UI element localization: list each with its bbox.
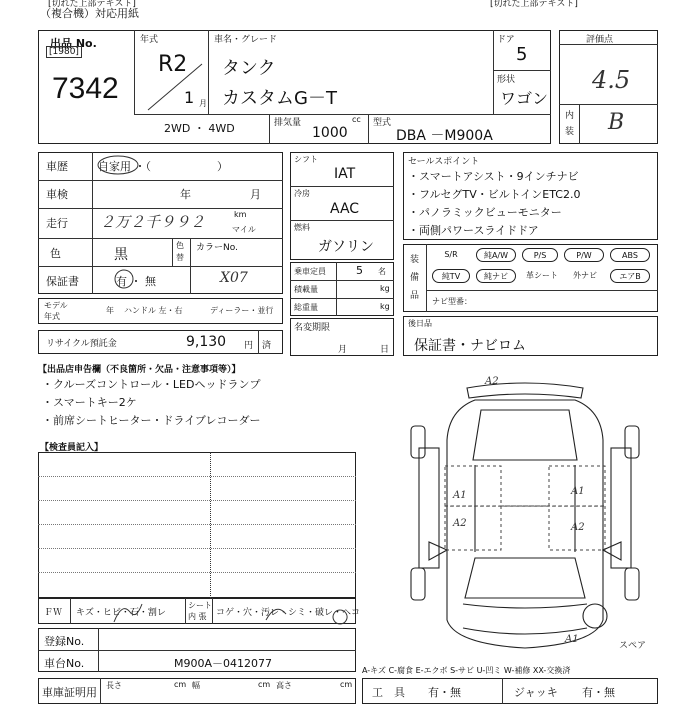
interior-score: B (608, 110, 624, 135)
damage-mark: A2 (570, 522, 585, 533)
history-circle (96, 154, 140, 176)
displacement-value: 1000 (312, 125, 348, 141)
navi-model-label: ナビ型番： (432, 296, 472, 307)
score-value: 4.5 (592, 66, 630, 94)
colorno-label: カラーNo. (196, 240, 238, 253)
shape-value: ワゴン (500, 86, 548, 109)
notes-label: 【出品店申告欄（不良箇所・欠品・注意事項等）】 (38, 362, 241, 375)
equip-leather: 革シート (522, 269, 562, 283)
warranty-circle (112, 268, 136, 290)
warranty-label: 保証書 (46, 273, 79, 289)
damage-mark: A2 (484, 376, 499, 387)
recycle-value: 9,130 (186, 334, 226, 350)
doors-value: 5 (516, 44, 527, 65)
fuel-value: ガソリン (318, 236, 374, 256)
year-label: 年式 (140, 32, 158, 45)
seat-mark (256, 596, 356, 626)
form-subtitle: （複合機）対応用紙 (40, 5, 139, 21)
car-damage-diagram (405, 370, 660, 660)
handle-value: ハンドル 左・右 (124, 305, 183, 316)
jack-value: 有・無 (582, 684, 615, 700)
type-label: 型式 (373, 115, 391, 128)
color-label: 色 (50, 245, 61, 261)
recycle-status: 済 (262, 338, 271, 351)
equip-sr: S/R (432, 248, 470, 262)
dealer-value: ディーラー・並行 (210, 305, 273, 316)
fw-defects: キズ・ヒビ・石・割レ (76, 605, 166, 618)
selling-point-1: ・スマートアシスト・9インチナビ (408, 168, 579, 184)
chassis-label: 車台No. (44, 655, 84, 671)
history-label: 車歴 (46, 158, 68, 174)
reg-label: 登録No. (44, 633, 84, 649)
note-1: ・クルーズコントロール・LEDヘッドランプ (42, 376, 260, 392)
capacity-value: 5 (356, 264, 363, 277)
damage-mark: A1 (564, 634, 579, 645)
damage-mark: A1 (452, 490, 467, 501)
lot-label: 出品 No. (50, 35, 97, 51)
warranty-value: 有 ・ 無 (116, 273, 156, 289)
damage-mark: A1 (570, 486, 585, 497)
inspector-box (38, 452, 356, 598)
mileage-value: ２万２千９９２ (100, 211, 205, 232)
top-cut-text-right: [切れた上部テキスト] (490, 0, 578, 9)
doors-label: ドア (497, 32, 515, 45)
selling-point-2: ・フルセグTV・ビルトインETC2.0 (408, 186, 580, 202)
type-value: DBA －M900A (396, 125, 493, 145)
colorno-value: X07 (220, 270, 248, 286)
shape-label: 形状 (497, 72, 515, 85)
fw-mark (108, 598, 148, 628)
displacement-label: 排気量 (274, 115, 301, 128)
lot-sub: [1980] (46, 46, 82, 58)
selling-point-4: ・両側パワースライドドア (408, 222, 539, 238)
equip-alloy-wheel: 純A/W (476, 248, 516, 262)
mileage-label: 走行 (46, 215, 68, 231)
inspector-label: 【検査員記入】 (40, 440, 103, 453)
score-label: 評価点 (586, 32, 613, 45)
lot-number: 7342 (52, 72, 119, 106)
tools-value: 有・無 (428, 684, 461, 700)
selling-point-3: ・パノラミックビューモニター (408, 204, 562, 220)
model-grade: カスタムG－T (222, 84, 337, 110)
equip-navi: 純ナビ (476, 269, 516, 283)
aftermarket-value: 保証書・ナビロム (414, 335, 526, 355)
equip-abs: ABS (610, 248, 650, 262)
model-name: タンク (222, 54, 276, 80)
equip-airbag: エアB (610, 269, 650, 283)
history-value: 自家用 ・（ ） (98, 158, 228, 174)
year-era: R2 (158, 52, 187, 77)
color-value: 黒 (114, 244, 128, 264)
shift-value: IAT (334, 166, 355, 182)
equip-power-window: P/W (564, 248, 604, 262)
damage-mark: A2 (452, 518, 467, 529)
equip-power-steering: P/S (522, 248, 558, 262)
equip-tv: 純TV (432, 269, 470, 283)
note-2: ・スマートキー2ケ (42, 394, 137, 410)
drive-value: 2WD ・ 4WD (164, 120, 235, 136)
year-month: 1 (184, 88, 194, 107)
ac-value: AAC (330, 201, 359, 217)
damage-legend: A-キズ C-腐食 E-エクボ S-サビ U-凹ミ W-補修 XX-交換済 (362, 665, 570, 676)
model-label: 車名・グレード (214, 32, 277, 45)
note-3: ・前席シートヒーター・ドライブレコーダー (42, 412, 260, 428)
top-cut-text: [切れた上部テキスト] (48, 0, 136, 9)
inspection-label: 車検 (46, 186, 68, 202)
selling-points-label: セールスポイント (408, 154, 479, 167)
spare-label: スペア (619, 641, 646, 651)
equip-ext-navi: 外ナビ (566, 269, 604, 283)
recycle-label: リサイクル預託金 (46, 336, 117, 349)
chassis-value: M900A－0412077 (174, 655, 272, 671)
seat-defects: コゲ・穴・汚レ・シミ・破レ・ヘコ (216, 605, 360, 618)
